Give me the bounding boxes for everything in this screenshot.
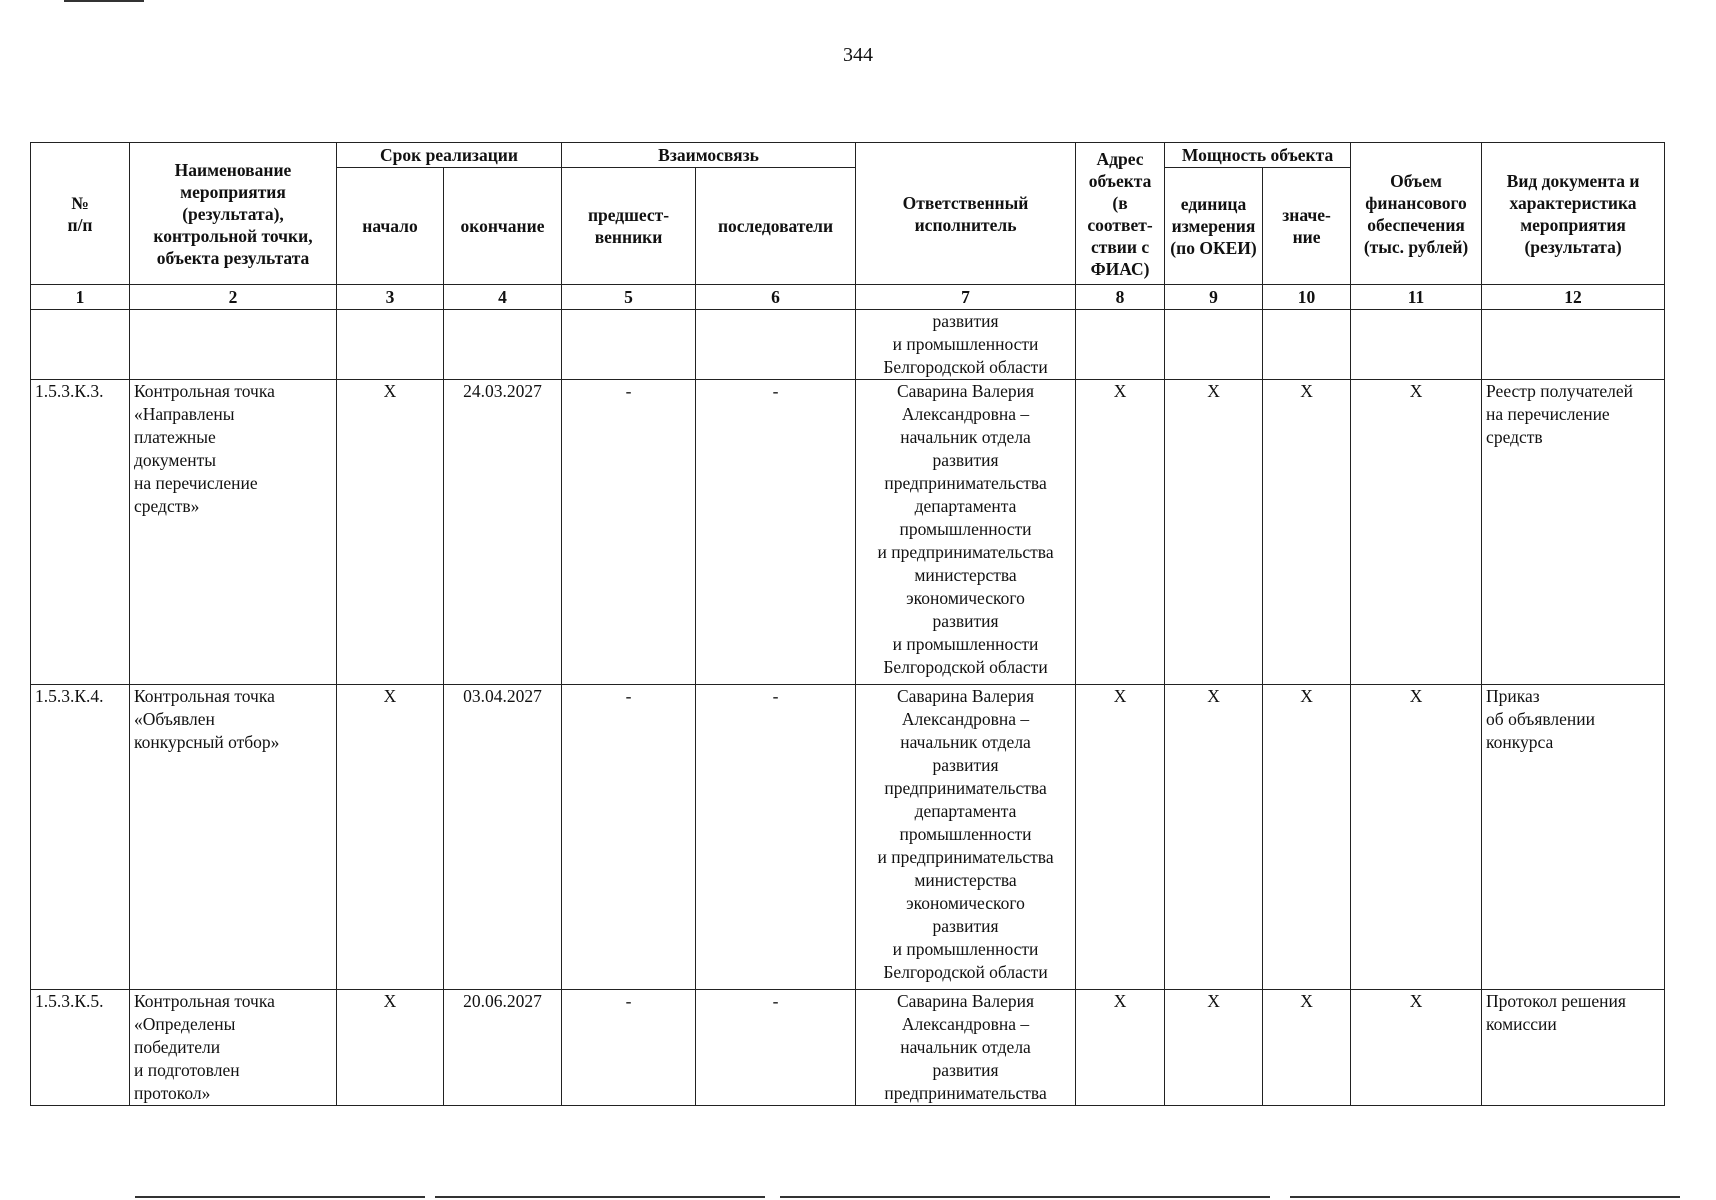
row-finance: X — [1351, 380, 1482, 685]
row-document: Протокол решения комиссии — [1482, 990, 1665, 1106]
header-end: окончание — [444, 168, 562, 285]
row-finance: X — [1351, 685, 1482, 990]
column-number: 4 — [444, 285, 562, 310]
header-address: Адрес объекта (в соответ-ствии с ФИАС) — [1076, 143, 1165, 285]
header-row-1 — [31, 143, 1665, 168]
row-end: 24.03.2027 — [444, 380, 562, 685]
row-successors: - — [696, 380, 856, 685]
table-row — [31, 990, 1665, 1106]
scan-artifact-line — [780, 1196, 1270, 1198]
table-row — [31, 310, 1665, 380]
row-value: X — [1263, 380, 1351, 685]
row-num: 1.5.3.К.4. — [31, 685, 130, 990]
row-address: X — [1076, 380, 1165, 685]
row-successors — [696, 310, 856, 380]
column-number: 11 — [1351, 285, 1482, 310]
row-num — [31, 310, 130, 380]
column-number: 8 — [1076, 285, 1165, 310]
header-term: Срок реализации — [337, 143, 562, 168]
row-value — [1263, 310, 1351, 380]
row-unit — [1165, 310, 1263, 380]
row-end: 03.04.2027 — [444, 685, 562, 990]
scan-artifact-line — [435, 1196, 765, 1198]
row-address: X — [1076, 990, 1165, 1106]
row-value: X — [1263, 685, 1351, 990]
row-responsible: Саварина Валерия Александровна – начальник отдела развития предпринимательства — [856, 990, 1076, 1106]
row-document — [1482, 310, 1665, 380]
column-number: 7 — [856, 285, 1076, 310]
row-predecessors: - — [562, 990, 696, 1106]
column-number: 1 — [31, 285, 130, 310]
header-start: начало — [337, 168, 444, 285]
row-unit: X — [1165, 685, 1263, 990]
row-start — [337, 310, 444, 380]
table-row — [31, 685, 1665, 990]
row-start: X — [337, 380, 444, 685]
row-start: X — [337, 685, 444, 990]
column-number: 12 — [1482, 285, 1665, 310]
row-end — [444, 310, 562, 380]
scan-artifact-line — [135, 1196, 425, 1198]
header-responsible: Ответственный исполнитель — [856, 143, 1076, 285]
row-num: 1.5.3.К.5. — [31, 990, 130, 1106]
row-finance: X — [1351, 990, 1482, 1106]
row-unit: X — [1165, 380, 1263, 685]
row-address — [1076, 310, 1165, 380]
column-numbers-row — [31, 285, 1665, 310]
row-predecessors: - — [562, 380, 696, 685]
scan-artifact-line — [1290, 1196, 1680, 1198]
row-end: 20.06.2027 — [444, 990, 562, 1106]
header-unit: единица измерения (по ОКЕИ) — [1165, 168, 1263, 285]
row-unit: X — [1165, 990, 1263, 1106]
header-successors: последователи — [696, 168, 856, 285]
row-responsible: развития и промышленности Белгородской области — [856, 310, 1076, 380]
row-document: Приказ об объявлении конкурса — [1482, 685, 1665, 990]
table-row — [31, 380, 1665, 685]
row-name: Контрольная точка «Объявлен конкурсный отбор» — [130, 685, 337, 990]
row-predecessors: - — [562, 685, 696, 990]
row-name — [130, 310, 337, 380]
column-number: 9 — [1165, 285, 1263, 310]
header-num: № п/п — [31, 143, 130, 285]
column-number: 2 — [130, 285, 337, 310]
column-number: 5 — [562, 285, 696, 310]
row-document: Реестр получателей на перечисление средств — [1482, 380, 1665, 685]
row-successors: - — [696, 990, 856, 1106]
row-value: X — [1263, 990, 1351, 1106]
header-name: Наименование мероприятия (результата), контрольной точки, объекта результата — [130, 143, 337, 285]
activities-table — [30, 142, 1665, 1106]
row-name: Контрольная точка «Направлены платежные документы на перечисление средств» — [130, 380, 337, 685]
row-predecessors — [562, 310, 696, 380]
row-name: Контрольная точка «Определены победители и подготовлен протокол» — [130, 990, 337, 1106]
row-address: X — [1076, 685, 1165, 990]
column-number: 6 — [696, 285, 856, 310]
row-successors: - — [696, 685, 856, 990]
row-num: 1.5.3.К.3. — [31, 380, 130, 685]
header-capacity: Мощность объекта — [1165, 143, 1351, 168]
row-finance — [1351, 310, 1482, 380]
header-value: значе- ние — [1263, 168, 1351, 285]
column-number: 3 — [337, 285, 444, 310]
row-responsible: Саварина Валерия Александровна – начальник отдела развития предпринимательства департамента промышленности и предпринимательства министерства экономического развития и промышленности Белгородской области — [856, 685, 1076, 990]
header-finance: Объем финансового обеспечения (тыс. рублей) — [1351, 143, 1482, 285]
header-predecessors: предшест- венники — [562, 168, 696, 285]
scan-artifact-line — [64, 0, 144, 2]
row-start: X — [337, 990, 444, 1106]
header-link: Взаимосвязь — [562, 143, 856, 168]
header-document: Вид документа и характеристика мероприятия (результата) — [1482, 143, 1665, 285]
row-responsible: Саварина Валерия Александровна – начальник отдела развития предпринимательства департамента промышленности и предпринимательства министерства экономического развития и промышленности Белгородской области — [856, 380, 1076, 685]
column-number: 10 — [1263, 285, 1351, 310]
page-number: 344 — [843, 44, 873, 66]
